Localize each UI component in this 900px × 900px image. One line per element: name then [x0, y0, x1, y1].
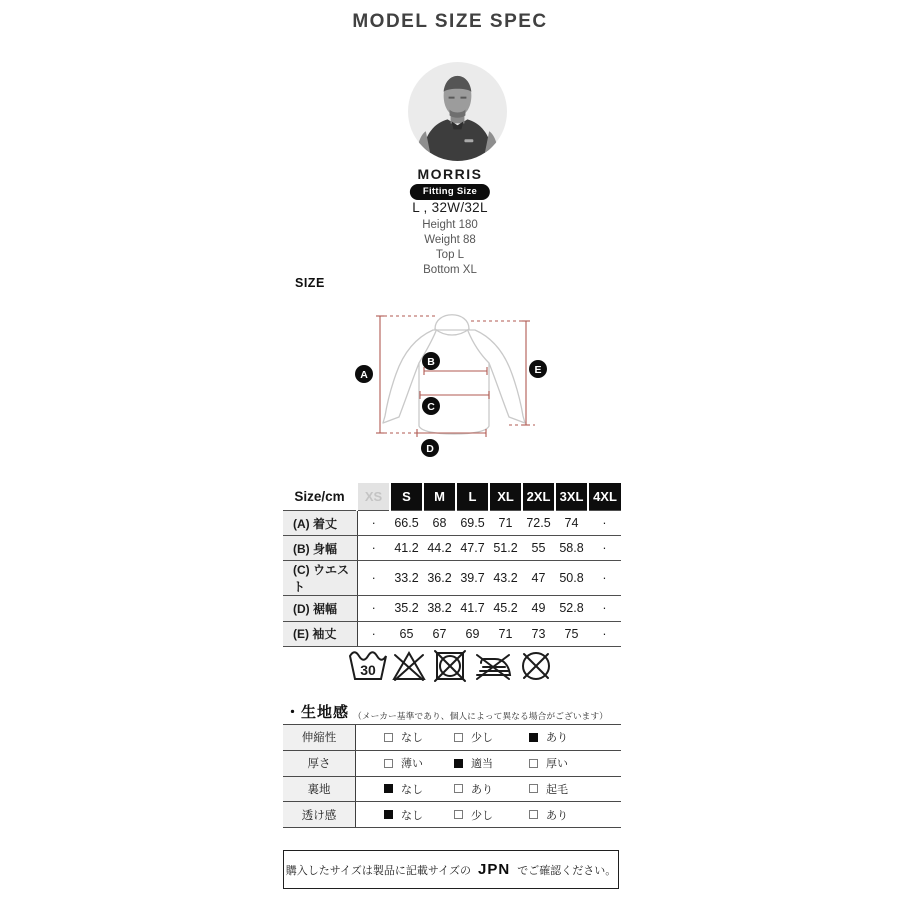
fabric-row-label: 厚さ: [283, 751, 356, 776]
size-value-cell: ·: [588, 536, 621, 561]
fabric-option-label: 薄い: [401, 758, 423, 771]
size-value-cell: 33.2: [390, 561, 423, 596]
fabric-option: [454, 751, 493, 776]
size-table-row: [283, 511, 621, 536]
fabric-option: [454, 777, 493, 802]
fabric-option-label: あり: [546, 732, 568, 745]
fabric-option-label: 起毛: [546, 783, 568, 796]
size-section-heading: SIZE: [295, 276, 325, 290]
measure-badge-e-label: E: [534, 364, 542, 376]
measure-badge-b-label: B: [427, 356, 435, 368]
model-portrait-icon: [408, 62, 507, 161]
fabric-heading-bullet: ・: [285, 704, 302, 721]
size-value-cell: 55: [522, 536, 555, 561]
size-value-cell: 73: [522, 621, 555, 646]
size-value-cell: 43.2: [489, 561, 522, 596]
fabric-row: [283, 725, 621, 751]
checkbox-checked-icon: [529, 733, 538, 742]
size-value-cell: 39.7: [456, 561, 489, 596]
fabric-option-label: あり: [546, 809, 568, 822]
size-row-label: (A) 着丈: [283, 511, 357, 536]
size-value-cell: ·: [357, 511, 390, 536]
fabric-section-heading: [285, 701, 349, 722]
size-column-4xl: 4XL: [588, 483, 621, 511]
size-table-row: [283, 596, 621, 621]
model-stat-top: Top L: [435, 249, 465, 261]
model-stats: [0, 218, 900, 278]
fabric-option: [454, 802, 493, 827]
fabric-section-note: （メーカー基準であり、個人によって異なる場合がございます）: [353, 711, 608, 721]
measure-badge-c-label: C: [427, 401, 435, 413]
fabric-option-label: なし: [401, 809, 423, 822]
size-value-cell: ·: [588, 561, 621, 596]
size-value-cell: 71: [489, 511, 522, 536]
size-value-cell: 68: [423, 511, 456, 536]
footer-text-post: でご確認ください。: [517, 864, 617, 877]
size-column-xs: XS: [357, 483, 390, 511]
fabric-row: [283, 802, 621, 828]
size-value-cell: 75: [555, 621, 588, 646]
fabric-options: [356, 802, 621, 827]
size-row-label: (B) 身幅: [283, 536, 357, 561]
fabric-row: [283, 777, 621, 803]
garment-measurement-diagram: [349, 296, 564, 473]
fabric-option: [529, 725, 568, 750]
checkbox-checked-icon: [384, 810, 393, 819]
fabric-option-label: 厚い: [546, 758, 568, 771]
fabric-option-label: 少し: [471, 809, 493, 822]
size-value-cell: ·: [357, 596, 390, 621]
fabric-options: [356, 725, 621, 750]
checkbox-unchecked-icon: [454, 733, 463, 742]
size-value-cell: 41.7: [456, 596, 489, 621]
size-value-cell: ·: [357, 621, 390, 646]
size-value-cell: 51.2: [489, 536, 522, 561]
fabric-heading-text: 生地感: [301, 704, 350, 721]
fabric-option: [529, 751, 568, 776]
shirt-diagram-icon: [349, 296, 564, 468]
size-value-cell: ·: [357, 561, 390, 596]
checkbox-unchecked-icon: [454, 810, 463, 819]
footer-text-pre: 購入したサイズは製品に記載サイズの: [285, 864, 472, 877]
size-value-cell: 66.5: [390, 511, 423, 536]
checkbox-unchecked-icon: [384, 759, 393, 768]
size-table: [283, 483, 621, 647]
size-column-l: L: [456, 483, 489, 511]
fabric-option: [384, 751, 423, 776]
size-table-row: [283, 561, 621, 596]
size-row-label: (E) 袖丈: [283, 621, 357, 646]
size-value-cell: ·: [357, 536, 390, 561]
size-table-header-row: [283, 483, 621, 511]
do-not-dry-clean-icon: [523, 653, 549, 679]
size-value-cell: 69.5: [456, 511, 489, 536]
fabric-option: [384, 777, 423, 802]
size-value-cell: 36.2: [423, 561, 456, 596]
size-value-cell: 35.2: [390, 596, 423, 621]
size-value-cell: 38.2: [423, 596, 456, 621]
size-value-cell: ·: [588, 511, 621, 536]
fabric-options: [356, 777, 621, 802]
size-column-2xl: 2XL: [522, 483, 555, 511]
checkbox-unchecked-icon: [529, 784, 538, 793]
checkbox-checked-icon: [384, 784, 393, 793]
size-confirmation-note: [283, 850, 619, 889]
fabric-options: [356, 751, 621, 776]
fabric-option-label: なし: [401, 732, 423, 745]
model-photo: [408, 62, 507, 161]
do-not-bleach-icon: [394, 653, 424, 680]
size-value-cell: 52.8: [555, 596, 588, 621]
measure-badge-d-label: D: [426, 443, 434, 455]
model-stat-bottom: Bottom XL: [423, 264, 477, 276]
size-value-cell: ·: [588, 596, 621, 621]
fabric-option: [529, 802, 568, 827]
do-not-tumble-dry-icon: [435, 651, 465, 681]
size-value-cell: 58.8: [555, 536, 588, 561]
model-stat-height: Height 180: [422, 219, 478, 231]
fitting-size-value: L , 32W/32L: [412, 200, 488, 215]
fabric-option-label: 適当: [471, 758, 493, 771]
size-value-cell: 41.2: [390, 536, 423, 561]
checkbox-unchecked-icon: [529, 810, 538, 819]
size-column-m: M: [423, 483, 456, 511]
fabric-option-label: あり: [471, 783, 493, 796]
size-value-cell: 44.2: [423, 536, 456, 561]
checkbox-checked-icon: [454, 759, 463, 768]
model-stat-weight: Weight 88: [424, 234, 476, 246]
size-column-3xl: 3XL: [555, 483, 588, 511]
fabric-option-label: 少し: [471, 732, 493, 745]
fabric-row: [283, 751, 621, 777]
size-value-cell: 67: [423, 621, 456, 646]
wash-30-icon: [350, 652, 386, 679]
fabric-row-label: 透け感: [283, 802, 356, 827]
size-table-body: [283, 511, 621, 647]
fabric-option: [384, 725, 423, 750]
size-table-corner: Size/cm: [283, 483, 357, 511]
size-value-cell: 71: [489, 621, 522, 646]
size-value-cell: 74: [555, 511, 588, 536]
size-column-s: S: [390, 483, 423, 511]
size-value-cell: 47: [522, 561, 555, 596]
size-column-xl: XL: [489, 483, 522, 511]
care-icons: [340, 643, 562, 694]
fabric-row-label: 伸縮性: [283, 725, 356, 750]
size-value-cell: 65: [390, 621, 423, 646]
size-row-label: (C) ウエスト: [283, 561, 357, 596]
do-not-iron-icon: [477, 655, 510, 679]
size-value-cell: 49: [522, 596, 555, 621]
fabric-option-label: なし: [401, 783, 423, 796]
fabric-option: [454, 725, 493, 750]
fabric-option: [384, 802, 423, 827]
fitting-size-badge: Fitting Size: [410, 184, 490, 200]
footer-jpn-code: JPN: [478, 861, 511, 878]
size-value-cell: 45.2: [489, 596, 522, 621]
size-value-cell: 50.8: [555, 561, 588, 596]
measure-badge-a-label: A: [360, 369, 368, 381]
fabric-row-label: 裏地: [283, 777, 356, 802]
checkbox-unchecked-icon: [529, 759, 538, 768]
size-value-cell: 72.5: [522, 511, 555, 536]
size-row-label: (D) 裾幅: [283, 596, 357, 621]
page-title: MODEL SIZE SPEC: [352, 11, 548, 32]
fabric-table: [283, 724, 621, 828]
size-value-cell: 47.7: [456, 536, 489, 561]
wash-temp-label: 30: [360, 662, 376, 678]
size-table-row: [283, 536, 621, 561]
model-name: MORRIS: [417, 166, 483, 182]
checkbox-unchecked-icon: [384, 733, 393, 742]
size-value-cell: ·: [588, 621, 621, 646]
fabric-option: [529, 777, 568, 802]
size-value-cell: 69: [456, 621, 489, 646]
checkbox-unchecked-icon: [454, 784, 463, 793]
